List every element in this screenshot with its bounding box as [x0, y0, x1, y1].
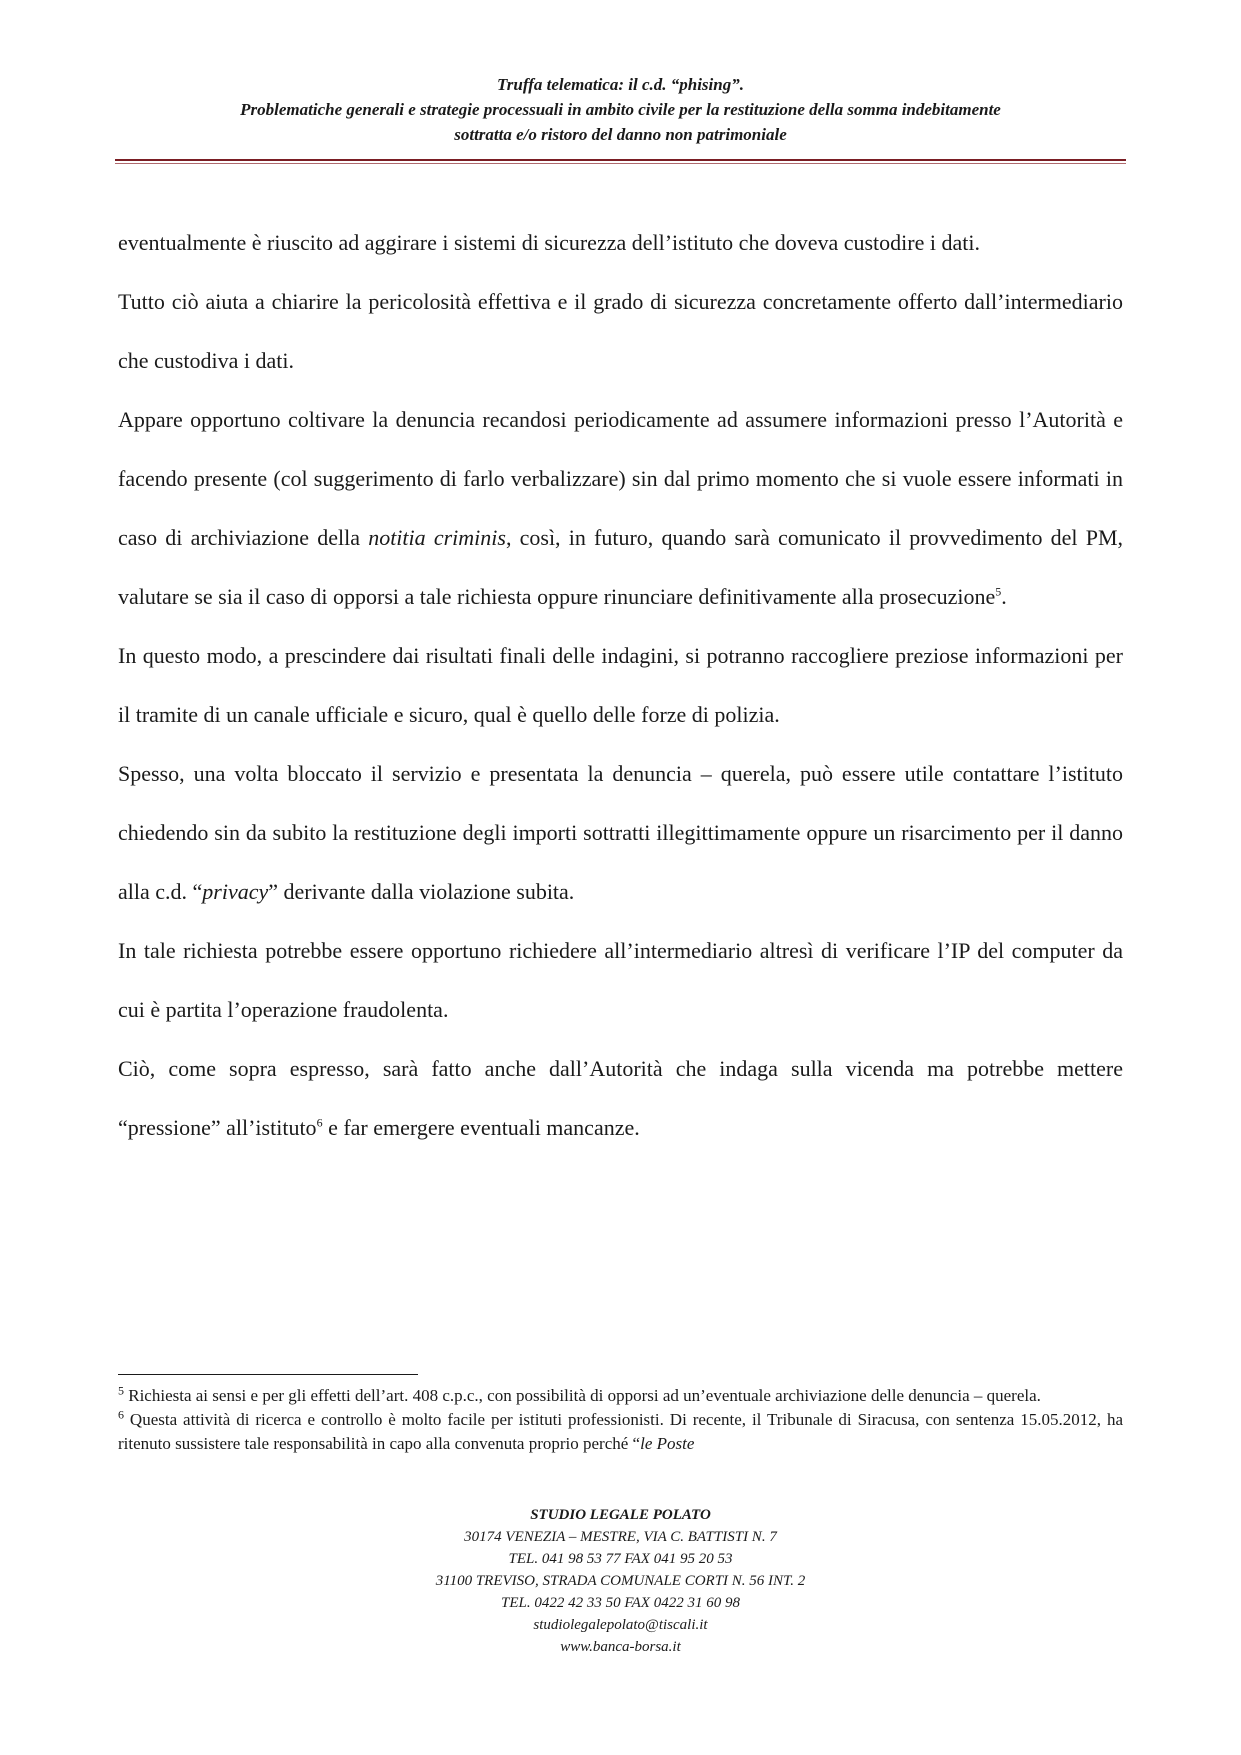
email-link[interactable]: studiolegalepolato@tiscali.it	[533, 1617, 708, 1633]
paragraph: Tutto ciò aiuta a chiarire la pericolosità effettiva e il grado di sicurezza concretamente offerto dall’intermediario che custodiva i dati.	[118, 289, 1123, 373]
address-venezia: 30174 VENEZIA – MESTRE, VIA C. BATTISTI N. 7	[464, 1529, 777, 1545]
italic-term: le Poste	[640, 1434, 695, 1453]
footnote-ref[interactable]: 6	[316, 1115, 323, 1130]
paragraph-text: Spesso, una volta bloccato il servizio e presentata la denuncia – querela, può essere utile contattare l’istituto chiedendo sin da subito la restituzione degli importi sottratti illegittimamente oppure un risarcimento per il danno alla c.d. “	[118, 761, 1123, 904]
footnotes	[118, 1384, 1123, 1456]
header-subtitle-line1: Problematiche generali e strategie processuali in ambito civile per la restituzione della somma indebitamente	[240, 100, 1001, 119]
website-link[interactable]: www.banca-borsa.it	[560, 1639, 681, 1655]
paragraph-text: Ciò, come sopra espresso, sarà fatto anche dall’Autorità che indaga sulla vicenda ma potrebbe mettere “pressione” all’istituto	[118, 1056, 1123, 1140]
main-text	[118, 213, 1123, 1157]
paragraph-text: , così, in futuro, quando sarà comunicato il provvedimento del PM, valutare se sia il caso di opporsi a tale richiesta oppure rinunciare definitivamente alla prosecuzione	[118, 525, 1123, 609]
phone-venezia: TEL. 041 98 53 77 FAX 041 95 20 53	[508, 1551, 733, 1567]
footnote-number: 6	[118, 1407, 124, 1422]
footnote-divider	[118, 1374, 418, 1375]
italic-term: notitia criminis	[368, 525, 506, 550]
page-footer	[115, 1504, 1126, 1658]
address-treviso: 31100 TREVISO, STRADA COMUNALE CORTI N. 56 INT. 2	[435, 1573, 806, 1589]
footnote-5	[118, 1384, 1123, 1408]
paragraph	[118, 1039, 1123, 1157]
footnote-text: Richiesta ai sensi e per gli effetti dell’art. 408 c.p.c., con possibilità di opporsi ad un’eventuale archiviazione delle denuncia – querela.	[124, 1386, 1041, 1405]
phone-treviso: TEL. 0422 42 33 50 FAX 0422 31 60 98	[501, 1595, 740, 1611]
paragraph-text: .	[1001, 584, 1007, 609]
paragraph-text: Appare opportuno coltivare la denuncia recandosi periodicamente ad assumere informazioni presso l’Autorità e facendo presente (col suggerimento di farlo verbalizzare) sin dal primo momento che si vuole essere informati in caso di archiviazione della	[118, 407, 1123, 550]
paragraph: In questo modo, a prescindere dai risultati finali delle indagini, si potranno raccogliere preziose informazioni per il tramite di un canale ufficiale e sicuro, qual è quello delle forze di polizia.	[118, 643, 1123, 727]
paragraph-text: e far emergere eventuali mancanze.	[322, 1115, 640, 1140]
footnote-6	[118, 1408, 1123, 1456]
header-subtitle-line2: sottratta e/o ristoro del danno non patrimoniale	[454, 125, 787, 144]
paragraph-text: ” derivante dalla violazione subita.	[268, 879, 575, 904]
paragraph	[118, 744, 1123, 921]
footnote-text: Questa attività di ricerca e controllo è molto facile per istituti professionisti. Di recente, il Tribunale di Siracusa, con sentenza 15.05.2012, ha ritenuto sussistere tale responsabilità in capo alla convenuta proprio perché “	[118, 1410, 1123, 1453]
paragraph	[118, 390, 1123, 626]
italic-term: privacy	[202, 879, 269, 904]
footnote-ref[interactable]: 5	[995, 584, 1002, 599]
paragraph: In tale richiesta potrebbe essere opportuno richiedere all’intermediario altresì di verificare l’IP del computer da cui è partita l’operazione fraudolenta.	[118, 938, 1123, 1022]
page-header	[115, 72, 1126, 147]
header-divider	[115, 159, 1126, 164]
header-title: Truffa telematica: il c.d. “phising”.	[497, 75, 744, 94]
paragraph: eventualmente è riuscito ad aggirare i sistemi di sicurezza dell’istituto che doveva custodire i dati.	[118, 230, 980, 255]
firm-name: STUDIO LEGALE POLATO	[530, 1507, 711, 1523]
footnote-number: 5	[118, 1383, 124, 1398]
